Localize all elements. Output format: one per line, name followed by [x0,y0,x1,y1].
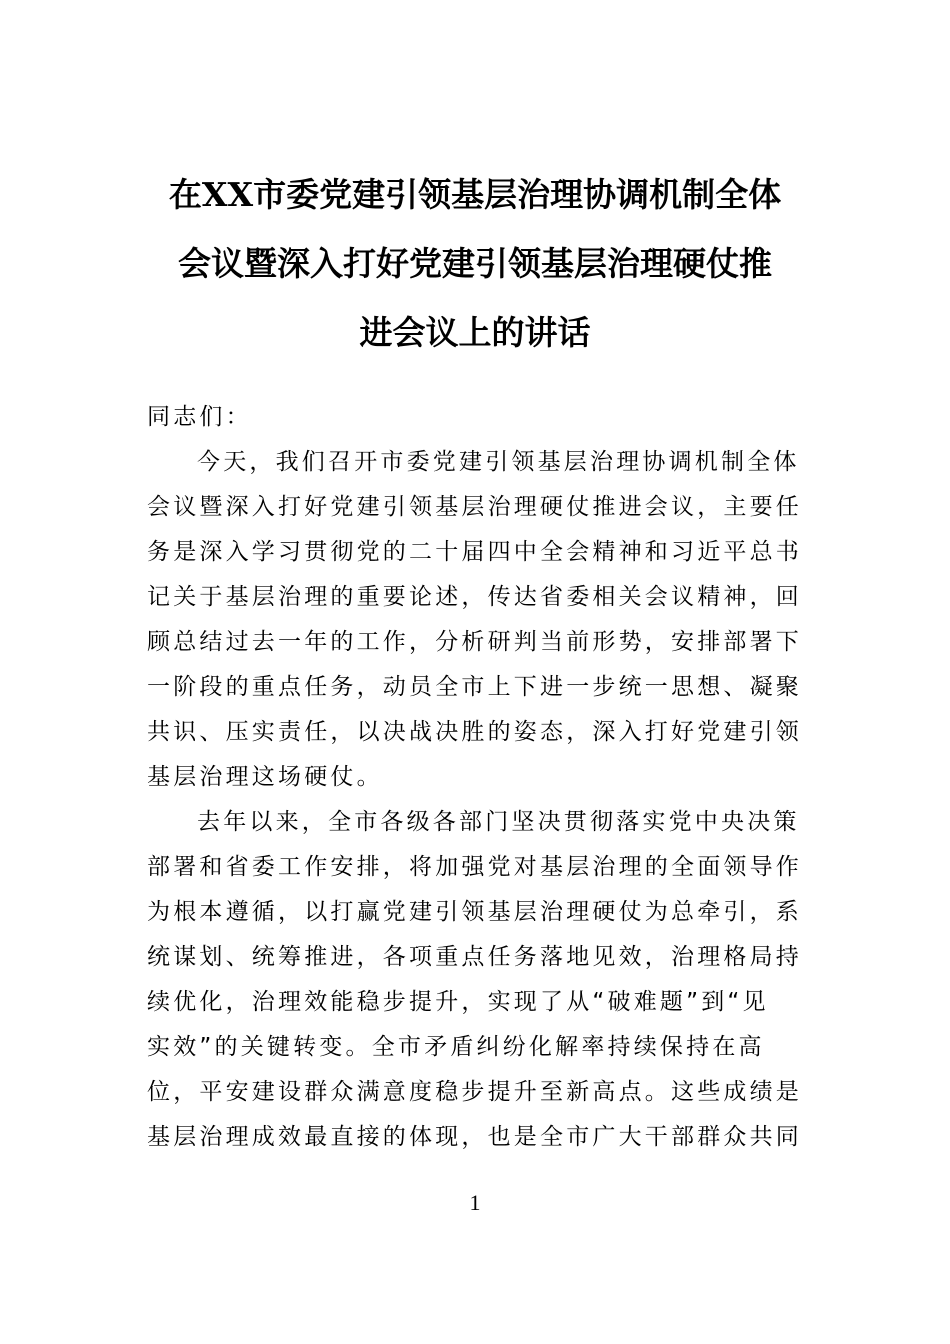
paragraph-line: 会议暨深入打好党建引领基层治理硬仗推进会议，主要任 [147,494,802,520]
paragraph-line: 基层治理这场硬仗。 [147,764,383,790]
document-title [140,160,810,367]
paragraph-line: 顾总结过去一年的工作，分析研判当前形势，安排部署下 [147,629,802,655]
salutation: 同志们： [147,404,252,430]
paragraph-line: 为根本遵循，以打赢党建引领基层治理硬仗为总牵引，系 [147,899,802,925]
document-body [147,395,802,1160]
paragraph-2 [147,800,802,1160]
paragraph-1 [147,440,802,800]
title-line-3: 进会议上的讲话 [359,313,591,352]
title-line-2: 会议暨深入打好党建引领基层治理硬仗推 [178,244,772,283]
paragraph-line: 部署和省委工作安排，将加强党对基层治理的全面领导作 [147,854,802,880]
paragraph-line: 统谋划、统筹推进，各项重点任务落地见效，治理格局持 [147,944,802,970]
paragraph-line: 实效”的关键转变。全市矛盾纠纷化解率持续保持在高 [147,1034,765,1060]
paragraph-line: 记关于基层治理的重要论述，传达省委相关会议精神，回 [147,584,802,610]
title-line-1: 在XX市委党建引领基层治理协调机制全体 [168,175,782,214]
paragraph-line: 位，平安建设群众满意度稳步提升至新高点。这些成绩是 [147,1079,802,1105]
paragraph-line: 续优化，治理效能稳步提升，实现了从“破难题”到“见 [147,989,769,1015]
paragraph-line: 共识、压实责任，以决战决胜的姿态，深入打好党建引领 [147,719,802,745]
paragraph-line: 去年以来，全市各级各部门坚决贯彻落实党中央决策 [197,809,800,835]
page-number: 1 [469,1190,481,1215]
paragraph-line: 一阶段的重点任务，动员全市上下进一步统一思想、凝聚 [147,674,802,700]
paragraph-line: 今天，我们召开市委党建引领基层治理协调机制全体 [197,449,800,475]
paragraph-line: 基层治理成效最直接的体现，也是全市广大干部群众共同 [147,1124,802,1150]
paragraph-line: 务是深入学习贯彻党的二十届四中全会精神和习近平总书 [147,539,802,565]
